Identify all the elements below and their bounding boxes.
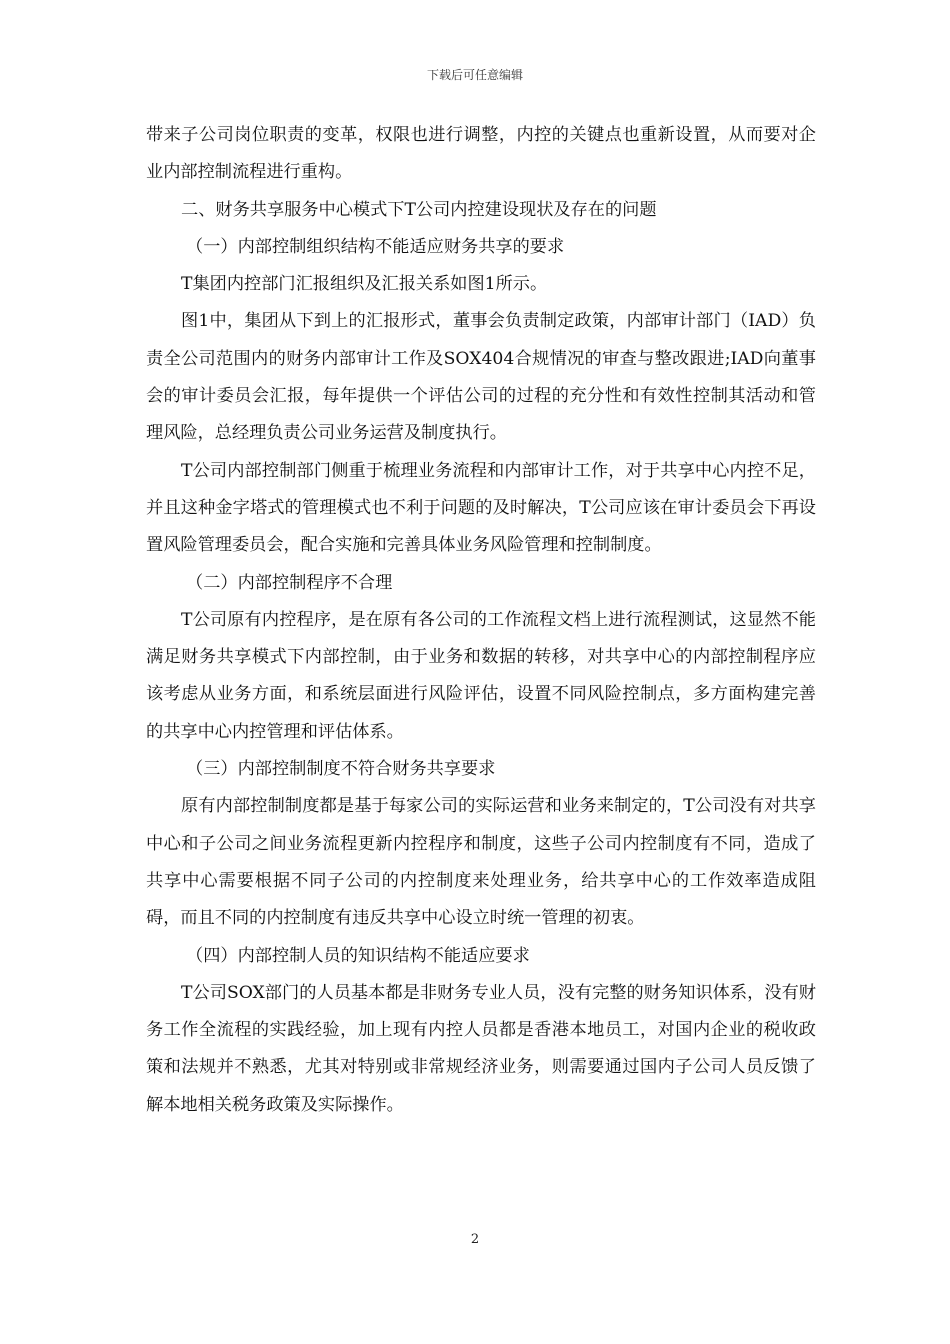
paragraph-staff-knowledge: T公司SOX部门的人员基本都是非财务专业人员，没有完整的财务知识体系，没有财务工作全流程的实践经验，加上现有内控人员都是香港本地员工，对国内企业的税收政策和法规并不熟悉，尤其对特别或非常规经济业务，则需要通过国内子公司人员反馈了解本地相关税务政策及实际操作。 xyxy=(146,982,816,1115)
subsection-heading-4: （四）内部控制人员的知识结构不能适应要求 xyxy=(186,945,530,966)
paragraph-figure-description: 图1中，集团从下到上的汇报形式，董事会负责制定政策，内部审计部门（IAD）负责全公司范围内的财务内部审计工作及SOX404合规情况的审查与整改跟进;IAD向董事会的审计委员会汇报，每年提供一个评估公司的过程的充分性和有效性控制其活动和管理风险，总经理负责公司业务运营及制度执行。 xyxy=(146,311,816,444)
paragraph-continuation: 带来子公司岗位职责的变革，权限也进行调整，内控的关键点也重新设置，从而要对企业内部控制流程进行重构。 xyxy=(146,125,816,183)
subsection-heading-3: （三）内部控制制度不符合财务共享要求 xyxy=(186,759,496,780)
page-header: 下载后可任意编辑 xyxy=(426,68,523,82)
paragraph-control-system: 原有内部控制制度都是基于每家公司的实际运营和业务来制定的，T公司没有对共享中心和子公司之间业务流程更新内控程序和制度，这些子公司内控制度有不同，造成了共享中心需要根据不同子公司的内控制度来处理业务，给共享中心的工作效率造成阻碍，而且不同的内控制度有违反共享中心设立时统一管理的初衷。 xyxy=(146,796,816,929)
document-body xyxy=(146,117,816,1124)
paragraph-internal-control-dept: T公司内部控制部门侧重于梳理业务流程和内部审计工作，对于共享中心内控不足，并且这种金字塔式的管理模式也不利于问题的及时解决，T公司应该在审计委员会下再设置风险管理委员会，配合实施和完善具体业务风险管理和控制制度。 xyxy=(146,460,816,556)
subsection-heading-2: （二）内部控制程序不合理 xyxy=(186,572,393,593)
paragraph-figure-intro: T集团内控部门汇报组织及汇报关系如图1所示。 xyxy=(181,274,548,295)
section-heading-2: 二、财务共享服务中心模式下T公司内控建设现状及存在的问题 xyxy=(181,199,657,220)
paragraph-control-procedure: T公司原有内控程序，是在原有各公司的工作流程文档上进行流程测试，这显然不能满足财务共享模式下内部控制，由于业务和数据的转移，对共享中心的内部控制程序应该考虑从业务方面，和系统层面进行风险评估，设置不同风险控制点，多方面构建完善的共享中心内控管理和评估体系。 xyxy=(146,609,816,742)
page-number: 2 xyxy=(470,1232,480,1247)
subsection-heading-1: （一）内部控制组织结构不能适应财务共享的要求 xyxy=(186,236,565,257)
